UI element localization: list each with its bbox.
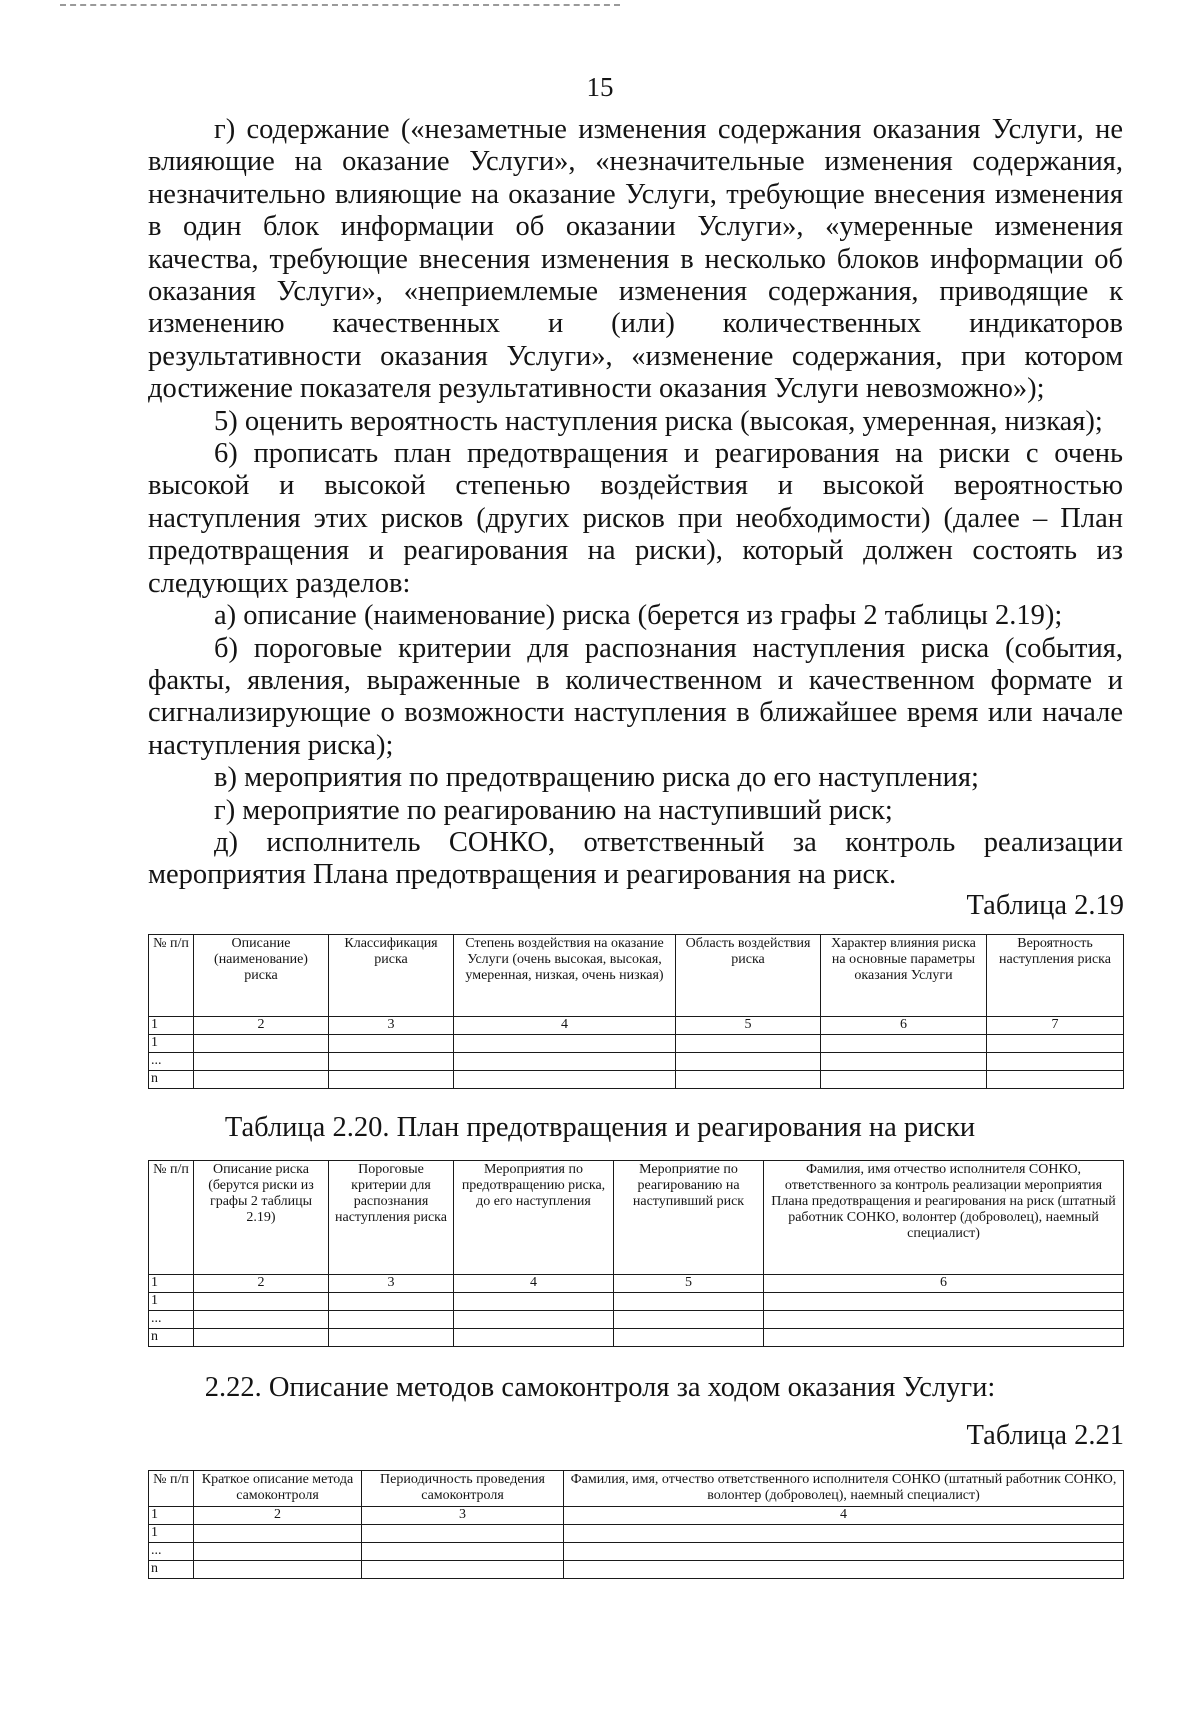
- column-number: 2: [194, 1275, 329, 1293]
- table-2-21: [148, 1470, 1124, 1579]
- table-row: [149, 1329, 1124, 1347]
- column-number: 3: [329, 1017, 454, 1035]
- table-row: [149, 1035, 1124, 1053]
- table-row: [149, 1053, 1124, 1071]
- column-header: Характер влияния риска на основные параметры оказания Услуги: [821, 935, 987, 1017]
- column-header: Пороговые критерии для распознания наступления риска: [329, 1161, 454, 1275]
- column-number: 2: [194, 1017, 329, 1035]
- table-2-21-caption: Таблица 2.21: [966, 1420, 1124, 1451]
- column-header: Мероприятие по реагированию на наступивший риск: [614, 1161, 764, 1275]
- column-header: Фамилия, имя отчество исполнителя СОНКО, ответственного за контроль реализации мероприятия Плана предотвращения и реагирования на риск (штатный работник СОНКО, волонтер (доброволец), наемный специалист): [764, 1161, 1124, 1275]
- column-header: № п/п: [149, 1161, 194, 1275]
- row-label: n: [149, 1561, 194, 1579]
- page-number: 15: [586, 72, 614, 102]
- column-number: 1: [149, 1275, 194, 1293]
- table-header-row: [149, 1161, 1124, 1275]
- column-number: 1: [149, 1507, 194, 1525]
- paragraph: д) исполнитель СОНКО, ответственный за контроль реализации мероприятия Плана предотвращения и реагирования на риск.: [148, 826, 1123, 891]
- table-row: [149, 1071, 1124, 1089]
- column-header: № п/п: [149, 935, 194, 1017]
- column-number: 3: [329, 1275, 454, 1293]
- row-label: n: [149, 1071, 194, 1089]
- column-header: № п/п: [149, 1471, 194, 1507]
- table-header-row: [149, 1471, 1124, 1507]
- table-2-20: [148, 1160, 1124, 1347]
- row-label: ...: [149, 1543, 194, 1561]
- column-number: 1: [149, 1017, 194, 1035]
- column-header: Фамилия, имя, отчество ответственного исполнителя СОНКО (штатный работник СОНКО, волонтер (доброволец), наемный специалист): [564, 1471, 1124, 1507]
- body-text: [148, 114, 1123, 892]
- row-label: ...: [149, 1053, 194, 1071]
- paragraph: 6) прописать план предотвращения и реагирования на риски с очень высокой и высокой степенью воздействия и высокой вероятностью наступления этих рисков (других рисков при необходимости) (далее – План предотвращения и реагирования на риски), который должен состоять из следующих разделов:: [148, 438, 1123, 599]
- paragraph: в) мероприятия по предотвращению риска до его наступления;: [214, 762, 979, 794]
- table-2-19: [148, 934, 1124, 1089]
- table-row: [149, 1293, 1124, 1311]
- column-header: Описание (наименование) риска: [194, 935, 329, 1017]
- column-header: Вероятность наступления риска: [987, 935, 1124, 1017]
- table-row: [149, 1561, 1124, 1579]
- table-row: [149, 1525, 1124, 1543]
- row-label: 1: [149, 1035, 194, 1053]
- column-number: 4: [454, 1275, 614, 1293]
- section-2-22-heading: 2.22. Описание методов самоконтроля за ходом оказания Услуги:: [204, 1372, 996, 1403]
- row-label: ...: [149, 1311, 194, 1329]
- column-number: 6: [764, 1275, 1124, 1293]
- table-row: [149, 1543, 1124, 1561]
- column-number: 4: [454, 1017, 676, 1035]
- column-header: Степень воздействия на оказание Услуги (очень высокая, высокая, умеренная, низкая, очень низкая): [454, 935, 676, 1017]
- column-number: 5: [614, 1275, 764, 1293]
- row-label: 1: [149, 1525, 194, 1543]
- paragraph: г) содержание («незаметные изменения содержания оказания Услуги, не влияющие на оказание Услуги», «незначительные изменения содержания, незначительно влияющие на оказание Услуги, требующие внесения изменения в один блок информации об оказании Услуги», «умеренные изменения качества, требующие внесения изменения в несколько блоков информации об оказания Услуги», «неприемлемые изменения содержания, приводящие к изменению качественных и (или) количественных индикаторов результативности оказания Услуги», «изменение содержания, при котором достижение показателя результативности оказания Услуги невозможно»);: [148, 114, 1123, 405]
- paragraph: г) мероприятие по реагированию на наступивший риск;: [214, 794, 893, 826]
- paragraph: 5) оценить вероятность наступления риска (высокая, умеренная, низкая);: [214, 405, 1103, 437]
- column-number: 4: [564, 1507, 1124, 1525]
- row-label: 1: [149, 1293, 194, 1311]
- column-number: 7: [987, 1017, 1124, 1035]
- column-number: 5: [676, 1017, 821, 1035]
- table-header-row: [149, 935, 1124, 1017]
- table-row: [149, 1311, 1124, 1329]
- column-number-row: [149, 1017, 1124, 1035]
- table-2-20-caption: Таблица 2.20. План предотвращения и реагирования на риски: [224, 1112, 976, 1143]
- column-number-row: [149, 1275, 1124, 1293]
- paragraph: б) пороговые критерии для распознания наступления риска (события, факты, явления, выраженные в количественном и качественном формате и сигнализирующие о возможности наступления в ближайшее время или начале наступления риска);: [148, 632, 1123, 761]
- column-header: Краткое описание метода самоконтроля: [194, 1471, 362, 1507]
- column-number: 2: [194, 1507, 362, 1525]
- column-header: Мероприятия по предотвращению риска, до его наступления: [454, 1161, 614, 1275]
- column-header: Классификация риска: [329, 935, 454, 1017]
- column-header: Область воздействия риска: [676, 935, 821, 1017]
- column-number: 6: [821, 1017, 987, 1035]
- paragraph: а) описание (наименование) риска (берется из графы 2 таблицы 2.19);: [214, 600, 1063, 632]
- column-header: Описание риска (берутся риски из графы 2 таблицы 2.19): [194, 1161, 329, 1275]
- column-header: Периодичность проведения самоконтроля: [362, 1471, 564, 1507]
- row-label: n: [149, 1329, 194, 1347]
- table-2-19-caption: Таблица 2.19: [966, 890, 1124, 921]
- column-number: 3: [362, 1507, 564, 1525]
- scan-top-edge: [60, 4, 620, 6]
- column-number-row: [149, 1507, 1124, 1525]
